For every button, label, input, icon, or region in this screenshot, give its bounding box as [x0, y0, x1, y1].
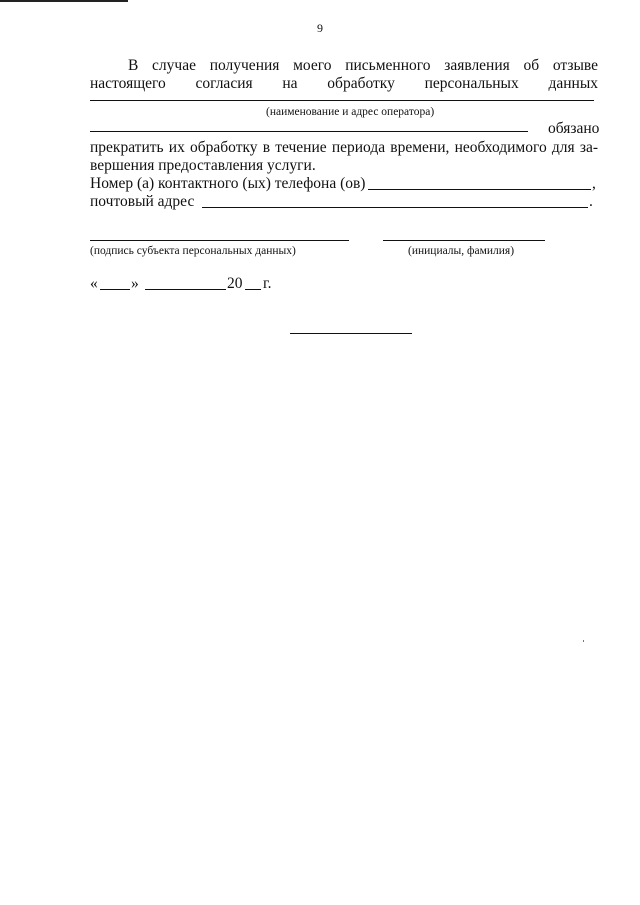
initials-caption: (инициалы, фамилия)	[408, 245, 515, 257]
postal-address-field[interactable]	[202, 207, 588, 208]
top-rule	[0, 0, 128, 2]
paragraph-line-1: В случае получения моего письменного заявления об отзыве	[128, 57, 598, 74]
paragraph-line-2: настоящего согласия на обработку персональных данных	[90, 75, 598, 92]
scan-speck	[583, 640, 584, 642]
operator-caption: (наименование и адрес оператора)	[266, 106, 435, 118]
initials-field[interactable]	[383, 240, 545, 241]
signature-field[interactable]	[90, 240, 349, 241]
postal-period: .	[589, 193, 593, 210]
phone-field[interactable]	[368, 189, 591, 190]
end-separator	[290, 333, 412, 334]
phone-comma: ,	[592, 175, 596, 192]
operator-name-field[interactable]	[90, 100, 594, 101]
date-year-suffix: г.	[263, 275, 272, 292]
date-open-quote: «	[90, 275, 98, 292]
paragraph-line-5: вершения предоставления услуги.	[90, 157, 316, 174]
date-year-prefix: 20	[227, 275, 243, 292]
phone-label: Номер (а) контактного (ых) телефона (ов)	[90, 175, 366, 192]
date-day-field[interactable]	[100, 289, 130, 290]
paragraph-line-4: прекратить их обработку в течение периода времени, необходимого для за-	[90, 139, 598, 156]
signature-caption: (подпись субъекта персональных данных)	[90, 245, 296, 257]
postal-label: почтовый адрес	[90, 193, 195, 210]
date-month-field[interactable]	[145, 289, 226, 290]
date-year-field[interactable]	[245, 289, 261, 290]
obliged-word: обязано	[548, 120, 600, 137]
date-close-quote: »	[131, 275, 139, 292]
operator-address-field[interactable]	[90, 131, 528, 132]
page-number: 9	[317, 21, 323, 35]
